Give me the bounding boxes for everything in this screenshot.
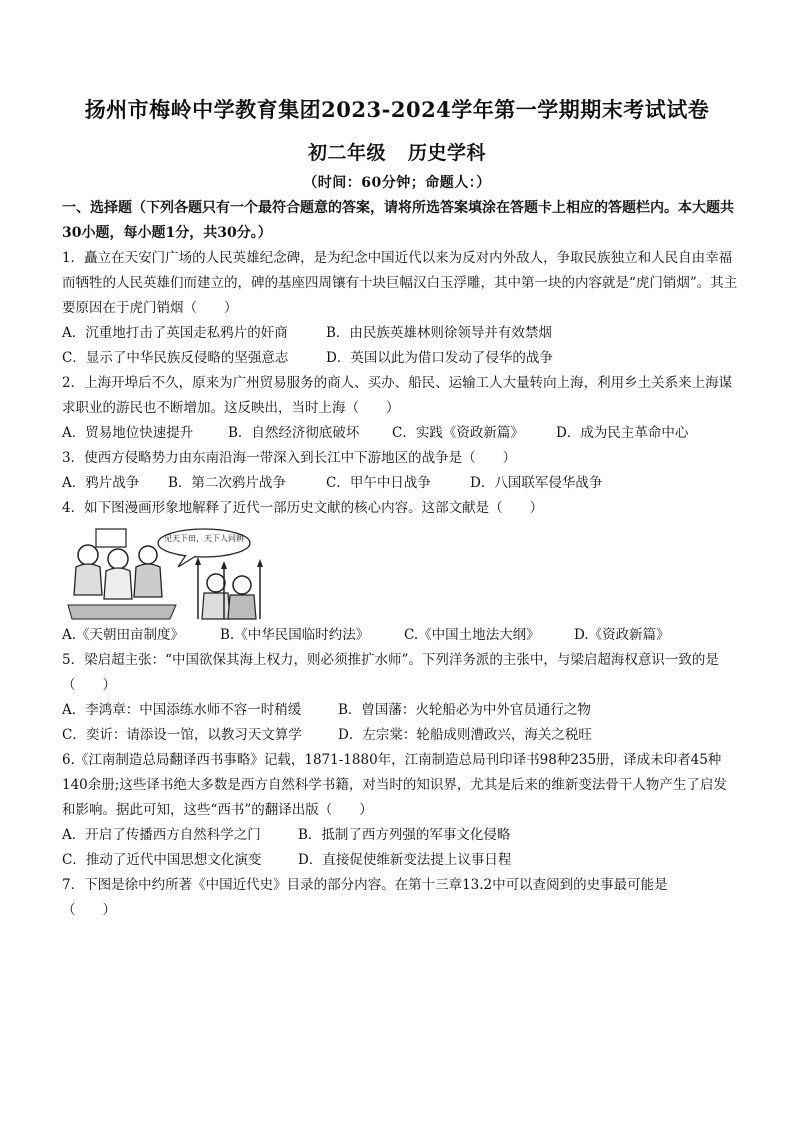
question-5-stem: 5．梁启超主张：“中国欲保其海上权力，则必须推扩水师”。下列洋务派的主张中，与梁启超海权意识一致的是（ ） [62,652,719,693]
q3-option-a: A．鸦片战争 [62,475,140,491]
q4-option-b: B.《中华民国临时约法》 [220,627,370,643]
question-5-options-row1 [62,698,738,723]
grade-label: 初二年级 [307,142,386,164]
q5-option-b: B．曾国藩：火轮船必为中外官员通行之物 [338,702,591,718]
q1-option-b: B．由民族英雄林则徐领导并有效禁烟 [326,325,552,341]
question-3-options [62,471,738,496]
question-1-options-row1 [62,321,738,346]
q3-option-d: D．八国联军侵华战争 [470,475,603,491]
q3-option-c: C．甲午中日战争 [326,475,431,491]
q1-option-c: C．显示了中华民族反侵略的坚强意志 [62,350,289,366]
q3-option-b: B．第二次鸦片战争 [168,475,286,491]
q4-option-a: A.《天朝田亩制度》 [62,627,185,643]
q5-option-c: C．奕䜣：请添设一馆，以教习天文算学 [62,727,302,743]
q2-option-c: C．实践《资政新篇》 [392,425,524,441]
q5-option-d: D．左宗棠：轮船成则漕政兴，海关之税旺 [338,727,592,743]
question-2-options [62,421,738,446]
q4-option-d: D.《资政新篇》 [574,627,670,643]
question-body [62,196,738,923]
q6-option-d: D．直接促使维新变法提上议事日程 [298,852,512,868]
question-5-options-row2 [62,723,738,748]
q6-option-c: C．推动了近代中国思想文化演变 [62,852,262,868]
question-2-stem: 2．上海开埠后不久，原来为广州贸易服务的商人、买办、船民、运输工人大量转向上海，利用乡土关系来上海谋求职业的游民也不断增加。这反映出，当时上海（ ） [62,375,733,416]
q2-option-d: D．成为民主革命中心 [556,425,689,441]
q2-option-b: B．自然经济彻底破坏 [228,425,360,441]
q1-option-a: A．沉重地打击了英国走私鸦片的奸商 [62,325,288,341]
q1-option-d: D．英国以此为借口发动了侵华的战争 [326,350,553,366]
exam-subtitle [0,138,794,165]
q4-option-c: C.《中国土地法大纲》 [404,627,540,643]
q6-option-a: A．开启了传播西方自然科学之门 [62,827,261,843]
question-6-options-row2 [62,848,738,873]
question-7-blank: （ ） [62,902,116,918]
exam-meta: （时间：60分钟；命题人：） [303,175,491,191]
q6-option-b: B．抵制了西方列强的军事文化侵略 [298,827,511,843]
question-1-stem: 1．矗立在天安门广场的人民英雄纪念碑，是为纪念中国近代以来为反对内外敌人，争取民族独立和人民自由幸福而牺牲的人民英雄们而建立的，碑的基座四周镶有十块巨幅汉白玉浮雕，其中第一块的内容就是“虎门销烟”。其主要原因在于虎门销烟（ ） [62,250,738,316]
question-4-stem: 4．如下图漫画形象地解释了近代一部历史文献的核心内容。这部文献是（ ） [62,500,544,516]
question-3-stem: 3．使西方侵略势力由东南沿海一带深入到长江中下游地区的战争是（ ） [62,450,517,466]
exam-title: 扬州市梅岭中学教育集团2023-2024学年第一学期期末考试试卷 [84,97,710,122]
question-7-stem: 7．下图是徐中约所著《中国近代史》目录的部分内容。在第十三章13.2中可以查阅到的史事最可能是 [62,877,668,893]
q5-option-a: A．李鸿章：中国添练水师不容一时稍缓 [62,702,302,718]
question-6-options-row1 [62,823,738,848]
cartoon-speech-text: 见天下田，天下人同耕 [164,534,244,543]
question-1-options-row2 [62,346,738,371]
question-6-stem: 6.《江南制造总局翻译西书事略》记载，1871-1880年，江南制造总局刊印译书98种235册，译成未印者45种140余册;这些译书绝大多数是西方自然科学书籍，对当时的知识界，尤其是后来的维新变法骨干人物产生了启发和影响。据此可知，这些“西书”的翻译出版（ ） [62,752,727,818]
subject-label: 历史学科 [408,142,487,164]
section-heading: 一、选择题（下列各题只有一个最符合题意的答案，请将所选答案填涂在答题卡上相应的答题栏内。本大题共30小题，每小题1分，共30分。） [62,200,734,241]
cartoon-illustration [66,525,266,621]
question-4-options [62,623,738,648]
q2-option-a: A．贸易地位快速提升 [62,425,194,441]
question-4-cartoon [66,525,276,621]
